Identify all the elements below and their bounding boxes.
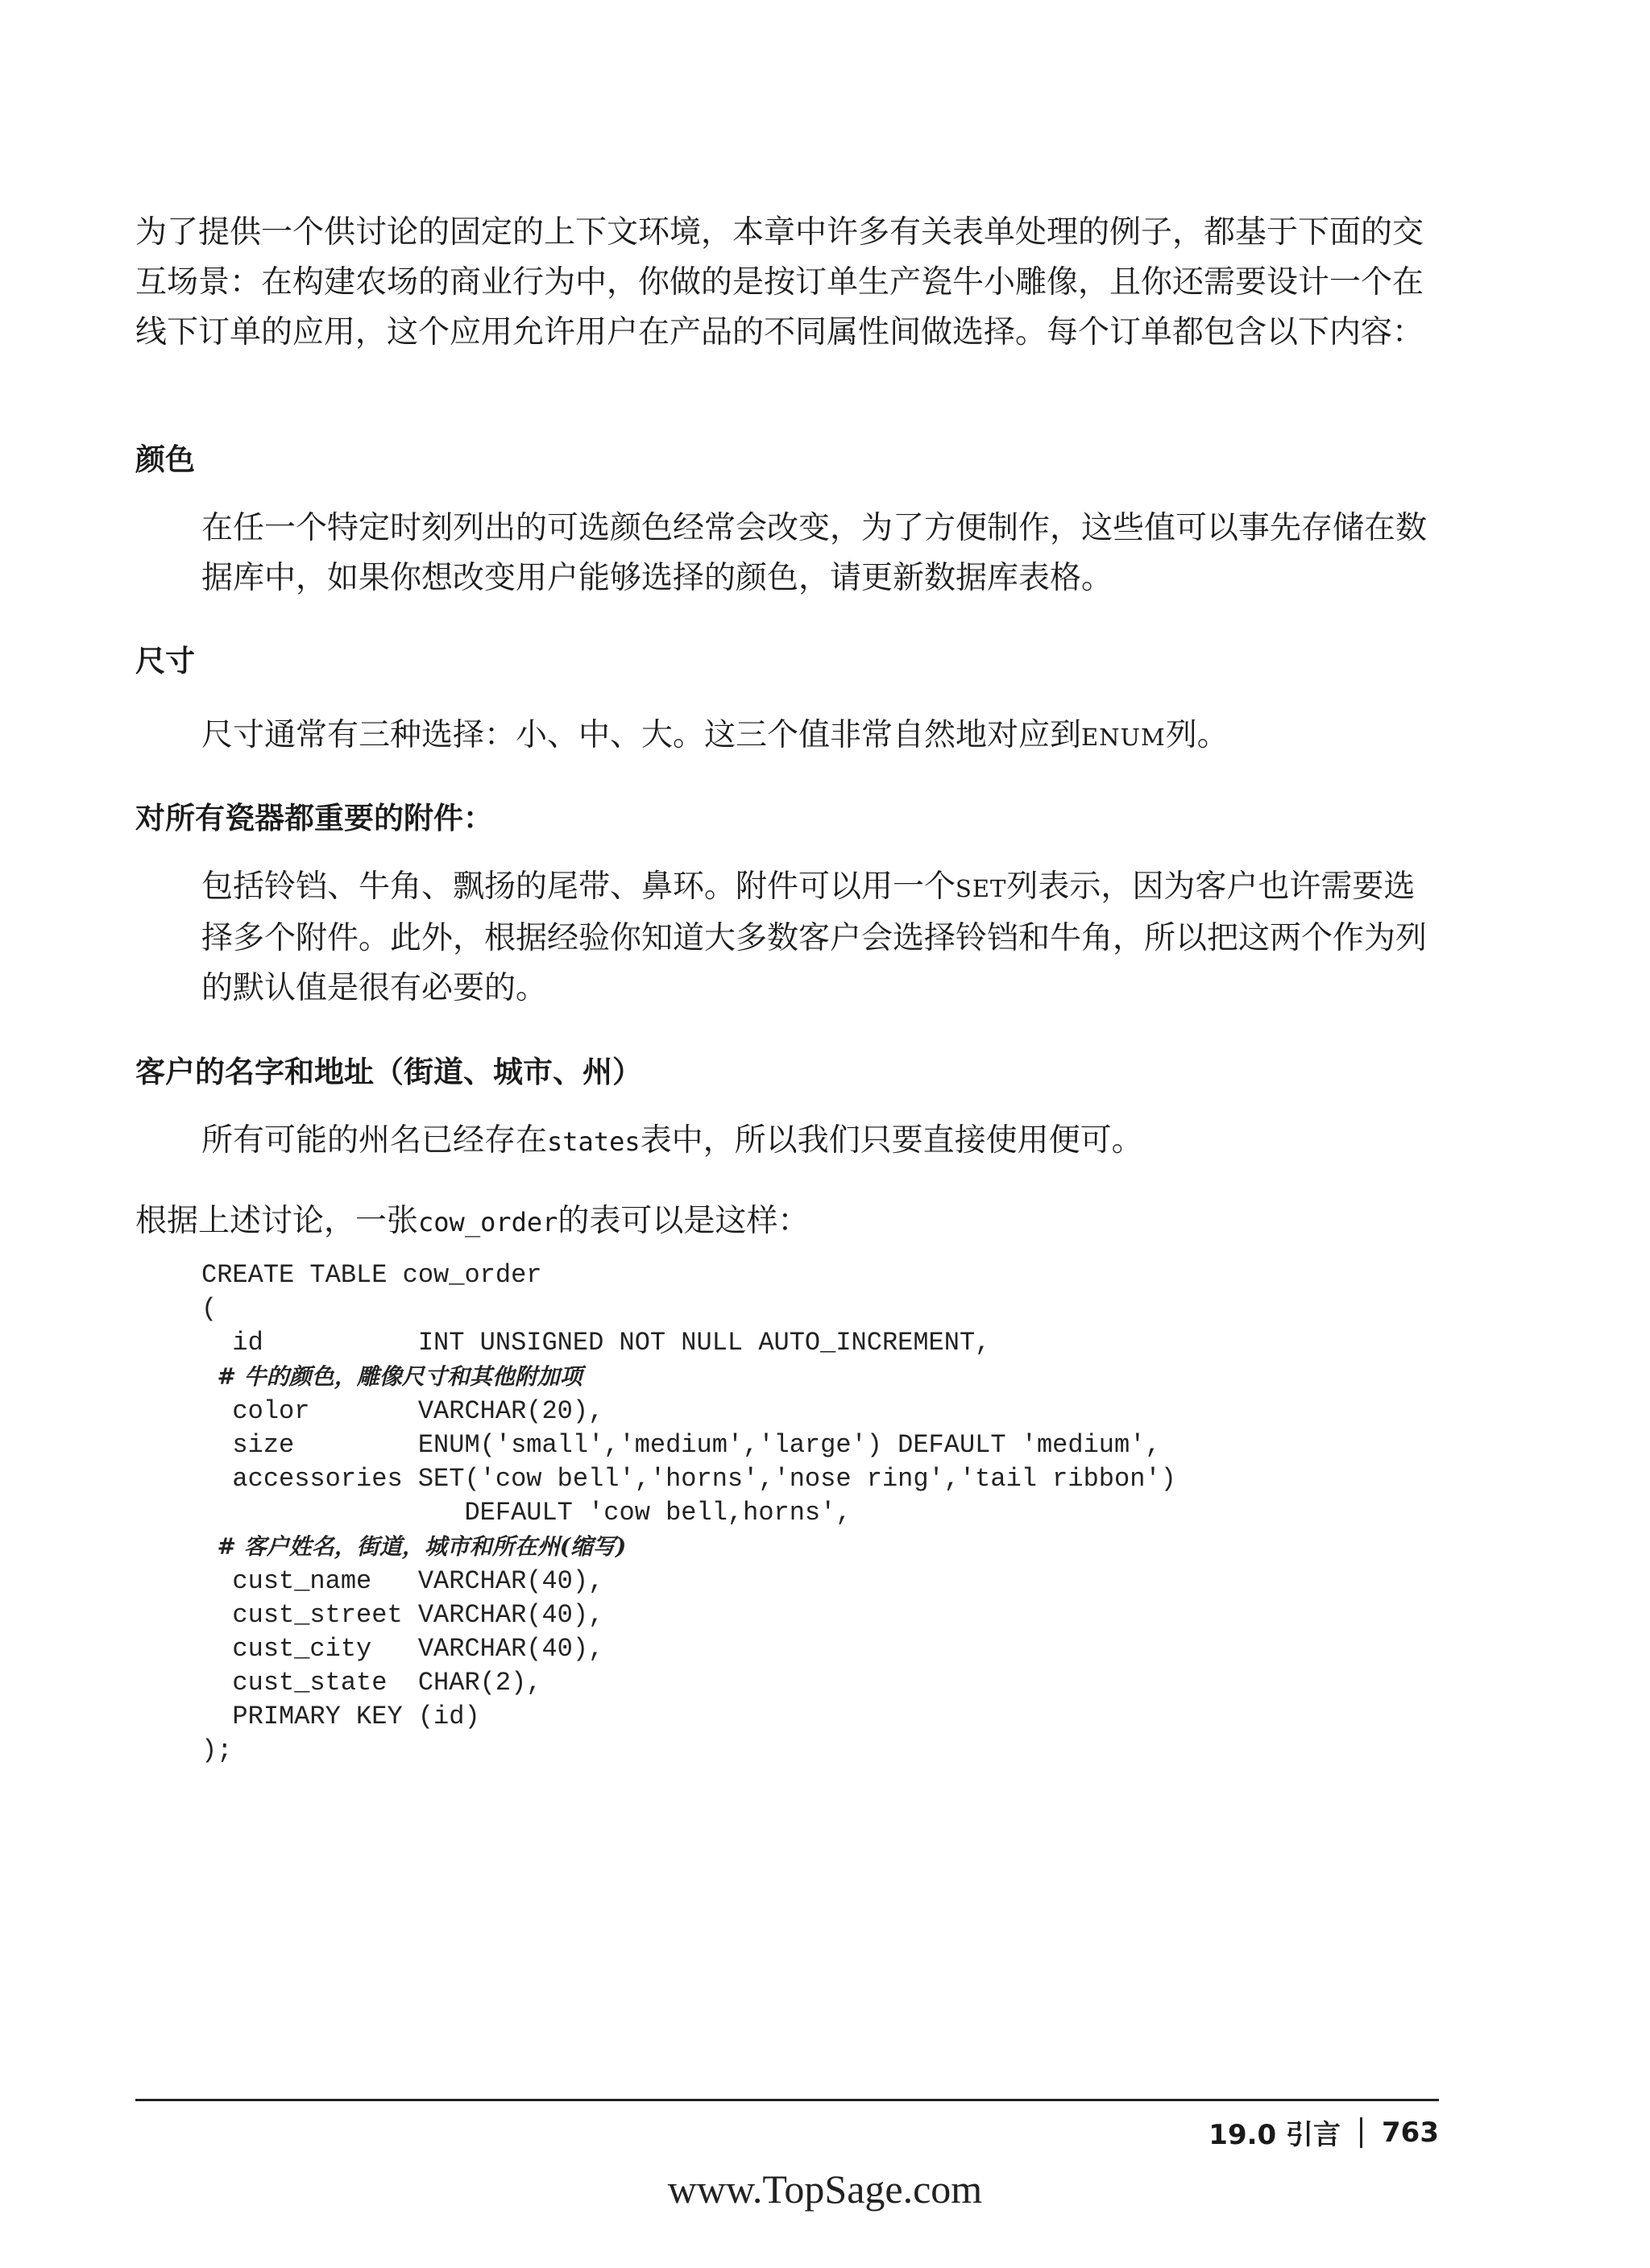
- code-line: (: [201, 1294, 218, 1324]
- code-line: DEFAULT 'cow bell,horns',: [201, 1498, 852, 1528]
- chapter-label: 19.0 引言: [1208, 2119, 1341, 2151]
- states-inline-code: states: [547, 1126, 641, 1157]
- enum-inline-code: ENUM: [1081, 724, 1166, 751]
- code-line: CREATE TABLE cow_order: [201, 1260, 542, 1290]
- accessories-paragraph: 包括铃铛、牛角、飘扬的尾带、鼻环。附件可以用一个SET列表示，因为客户也许需要选择多个附件。此外，根据经验你知道大多数客户会选择铃铛和牛角，所以把这两个作为列的默认值是很有必要的。: [201, 869, 1428, 1006]
- code-line: cust_city VARCHAR(40),: [201, 1634, 604, 1664]
- code-line: PRIMARY KEY (id): [201, 1702, 480, 1731]
- heading-color: 颜色: [135, 442, 195, 477]
- footer-rule: [135, 2099, 1439, 2101]
- page-number: 763: [1382, 2116, 1439, 2149]
- heading-size: 尺寸: [135, 644, 195, 678]
- page-footer: [1208, 2113, 1439, 2152]
- code-line: cust_street VARCHAR(40),: [201, 1600, 604, 1630]
- code-line: id INT UNSIGNED NOT NULL AUTO_INCREMENT,: [201, 1328, 991, 1358]
- code-line: cust_state CHAR(2),: [201, 1668, 542, 1698]
- code-line: size ENUM('small','medium','large') DEFAULT 'medium',: [201, 1430, 1161, 1460]
- cow-order-inline-code: cow_order: [418, 1207, 558, 1238]
- sql-code-block: [201, 1258, 1176, 1768]
- code-comment: # 牛的颜色，雕像尺寸和其他附加项: [201, 1363, 582, 1390]
- heading-accessories: 对所有瓷器都重要的附件：: [135, 801, 493, 835]
- code-line: cust_name VARCHAR(40),: [201, 1566, 604, 1596]
- footer-separator: [1360, 2117, 1362, 2148]
- code-line: );: [201, 1735, 233, 1765]
- summary-paragraph: 根据上述讨论，一张cow_order的表可以是这样：: [135, 1203, 810, 1239]
- customer-paragraph: 所有可能的州名已经存在states表中，所以我们只要直接使用便可。: [201, 1122, 1143, 1159]
- color-paragraph: 在任一个特定时刻列出的可选颜色经常会改变，为了方便制作，这些值可以事先存储在数据库中，如果你想改变用户能够选择的颜色，请更新数据库表格。: [201, 510, 1428, 596]
- code-line: accessories SET('cow bell','horns','nose ring','tail ribbon'): [201, 1464, 1176, 1494]
- site-watermark: www.TopSage.com: [667, 2166, 983, 2212]
- intro-paragraph: 为了提供一个供讨论的固定的上下文环境，本章中许多有关表单处理的例子，都基于下面的交互场景：在构建农场的商业行为中，你做的是按订单生产瓷牛小雕像，且你还需要设计一个在线下订单的应用，这个应用允许用户在产品的不同属性间做选择。每个订单都包含以下内容：: [135, 214, 1424, 350]
- code-comment: # 客户姓名，街道，城市和所在州(缩写): [201, 1533, 627, 1560]
- set-inline-code: SET: [956, 875, 1007, 902]
- size-paragraph: 尺寸通常有三种选择：小、中、大。这三个值非常自然地对应到ENUM列。: [201, 717, 1229, 753]
- code-line: color VARCHAR(20),: [201, 1396, 604, 1426]
- heading-customer: 客户的名字和地址（街道、城市、州）: [135, 1055, 642, 1089]
